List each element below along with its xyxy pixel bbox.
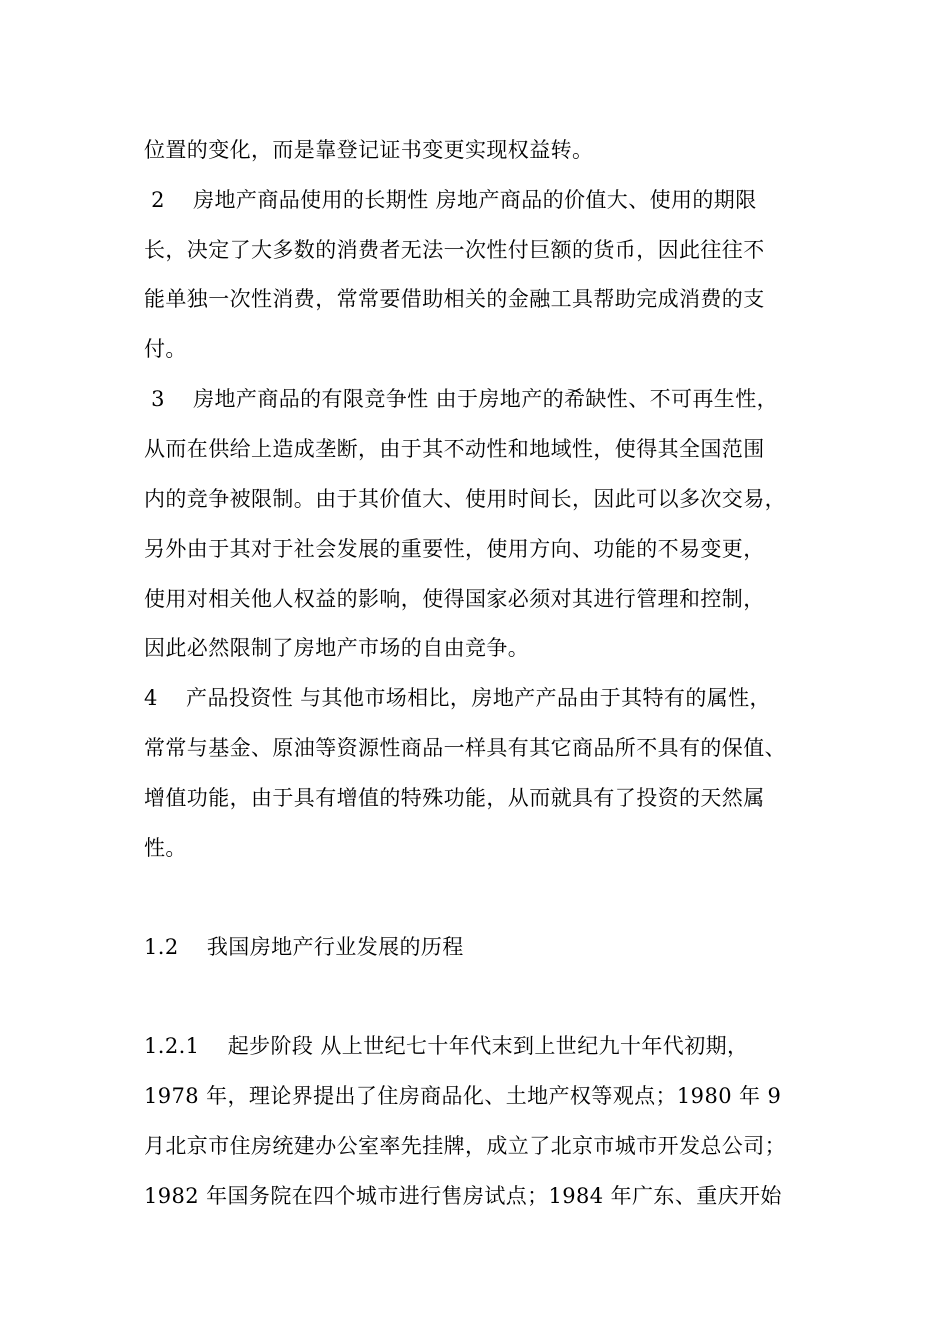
- paragraph-line: 4 产品投资性 与其他市场相比，房地产产品由于其特有的属性，: [144, 686, 771, 710]
- paragraph-line: 从而在供给上造成垄断，由于其不动性和地域性，使得其全国范围: [144, 437, 765, 461]
- paragraph-line: 2 房地产商品使用的长期性 房地产商品的价值大、使用的期限: [144, 188, 757, 212]
- paragraph-line: 增值功能，由于具有增值的特殊功能，从而就具有了投资的天然属: [144, 786, 765, 810]
- paragraph-line: 能单独一次性消费，常常要借助相关的金融工具帮助完成消费的支: [144, 287, 765, 311]
- paragraph-line: 内的竞争被限制。由于其价值大、使用时间长，因此可以多次交易，: [144, 487, 786, 511]
- paragraph-line: 月北京市住房统建办公室率先挂牌，成立了北京市城市开发总公司；: [144, 1134, 786, 1158]
- paragraph-line: 1.2.1 起步阶段 从上世纪七十年代末到上世纪九十年代初期，: [144, 1034, 749, 1058]
- paragraph-line: 1978 年，理论界提出了住房商品化、土地产权等观点；1980 年 9: [144, 1084, 782, 1108]
- paragraph-line: 性。: [144, 836, 187, 860]
- paragraph-line: 长，决定了大多数的消费者无法一次性付巨额的货币，因此往往不: [144, 238, 765, 262]
- paragraph-line: 3 房地产商品的有限竞争性 由于房地产的希缺性、不可再生性，: [144, 387, 779, 411]
- paragraph-line: 使用对相关他人权益的影响，使得国家必须对其进行管理和控制，: [144, 587, 765, 611]
- paragraph-line: 1982 年国务院在四个城市进行售房试点；1984 年广东、重庆开始: [144, 1184, 782, 1208]
- paragraph-line: 因此必然限制了房地产市场的自由竞争。: [144, 636, 530, 660]
- paragraph-line: 常常与基金、原油等资源性商品一样具有其它商品所不具有的保值、: [144, 736, 786, 760]
- paragraph-line: 付。: [144, 337, 187, 361]
- paragraph-line: 位置的变化，而是靠登记证书变更实现权益转。: [144, 138, 594, 162]
- paragraph-line: 另外由于其对于社会发展的重要性，使用方向、功能的不易变更，: [144, 537, 765, 561]
- section-heading: 1.2 我国房地产行业发展的历程: [144, 935, 464, 959]
